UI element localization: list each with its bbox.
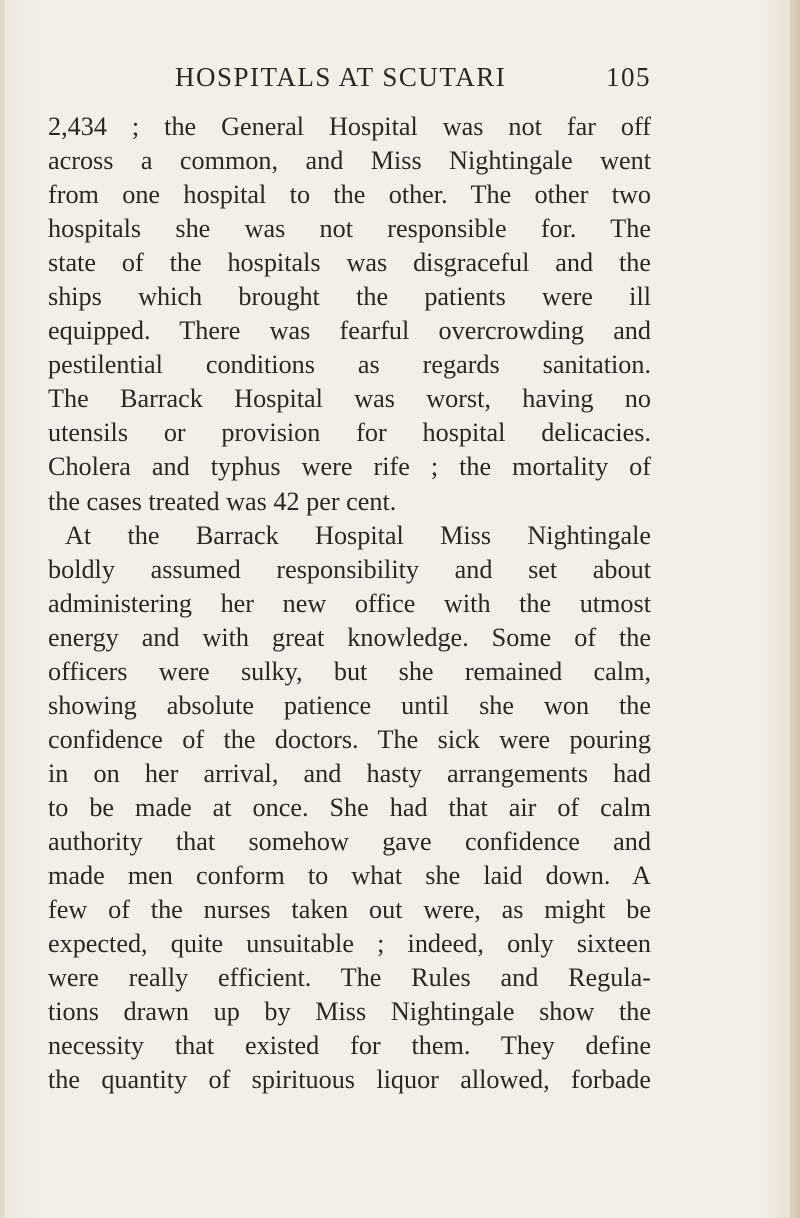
text-line: pestilential conditions as regards sanitation. — [48, 350, 651, 380]
page-right-edge — [790, 0, 800, 1218]
page-number: 105 — [606, 62, 651, 92]
text-line: showing absolute patience until she won the — [48, 690, 651, 720]
text-line: equipped. There was fearful overcrowding and — [48, 316, 651, 346]
text-line: officers were sulky, but she remained calm, — [48, 656, 651, 686]
text-line: hospitals she was not responsible for. The — [48, 214, 651, 244]
paragraph-end-line: the cases treated was 42 per cent. — [48, 486, 397, 516]
paragraph-start-line: At the Barrack Hospital Miss Nightingale — [65, 520, 651, 550]
text-line: boldly assumed responsibility and set about — [48, 554, 651, 584]
text-line: 2,434 ; the General Hospital was not far off — [48, 112, 651, 141]
text-line: from one hospital to the other. The other two — [48, 180, 651, 210]
text-line: to be made at once. She had that air of calm — [48, 792, 651, 822]
running-head — [48, 62, 651, 98]
text-line: across a common, and Miss Nightingale went — [48, 146, 651, 176]
running-title: HOSPITALS AT SCUTARI — [175, 62, 507, 92]
text-line: were really efficient. The Rules and Regula- — [48, 963, 651, 993]
text-line: expected, quite unsuitable ; indeed, only sixteen — [48, 929, 651, 959]
text-line: made men conform to what she laid down. A — [48, 861, 651, 891]
text-line: the quantity of spirituous liquor allowed, forbade — [48, 1065, 651, 1095]
text-line: necessity that existed for them. They define — [48, 1031, 651, 1061]
text-line: few of the nurses taken out were, as might be — [48, 895, 651, 925]
text-line: ships which brought the patients were ill — [48, 282, 651, 312]
text-line: authority that somehow gave confidence and — [48, 826, 651, 856]
text-line: The Barrack Hospital was worst, having no — [48, 384, 651, 414]
page-left-edge — [0, 0, 5, 1218]
text-line: administering her new office with the utmost — [48, 588, 651, 618]
text-line: Cholera and typhus were rife ; the mortality of — [48, 452, 651, 482]
text-line: state of the hospitals was disgraceful and the — [48, 248, 651, 278]
text-line: confidence of the doctors. The sick were pouring — [48, 724, 651, 754]
text-line: in on her arrival, and hasty arrangements had — [48, 758, 651, 788]
text-line: tions drawn up by Miss Nightingale show the — [48, 997, 651, 1027]
text-line: energy and with great knowledge. Some of the — [48, 622, 651, 652]
text-line: utensils or provision for hospital delicacies. — [48, 418, 651, 448]
body-text — [48, 110, 651, 1097]
